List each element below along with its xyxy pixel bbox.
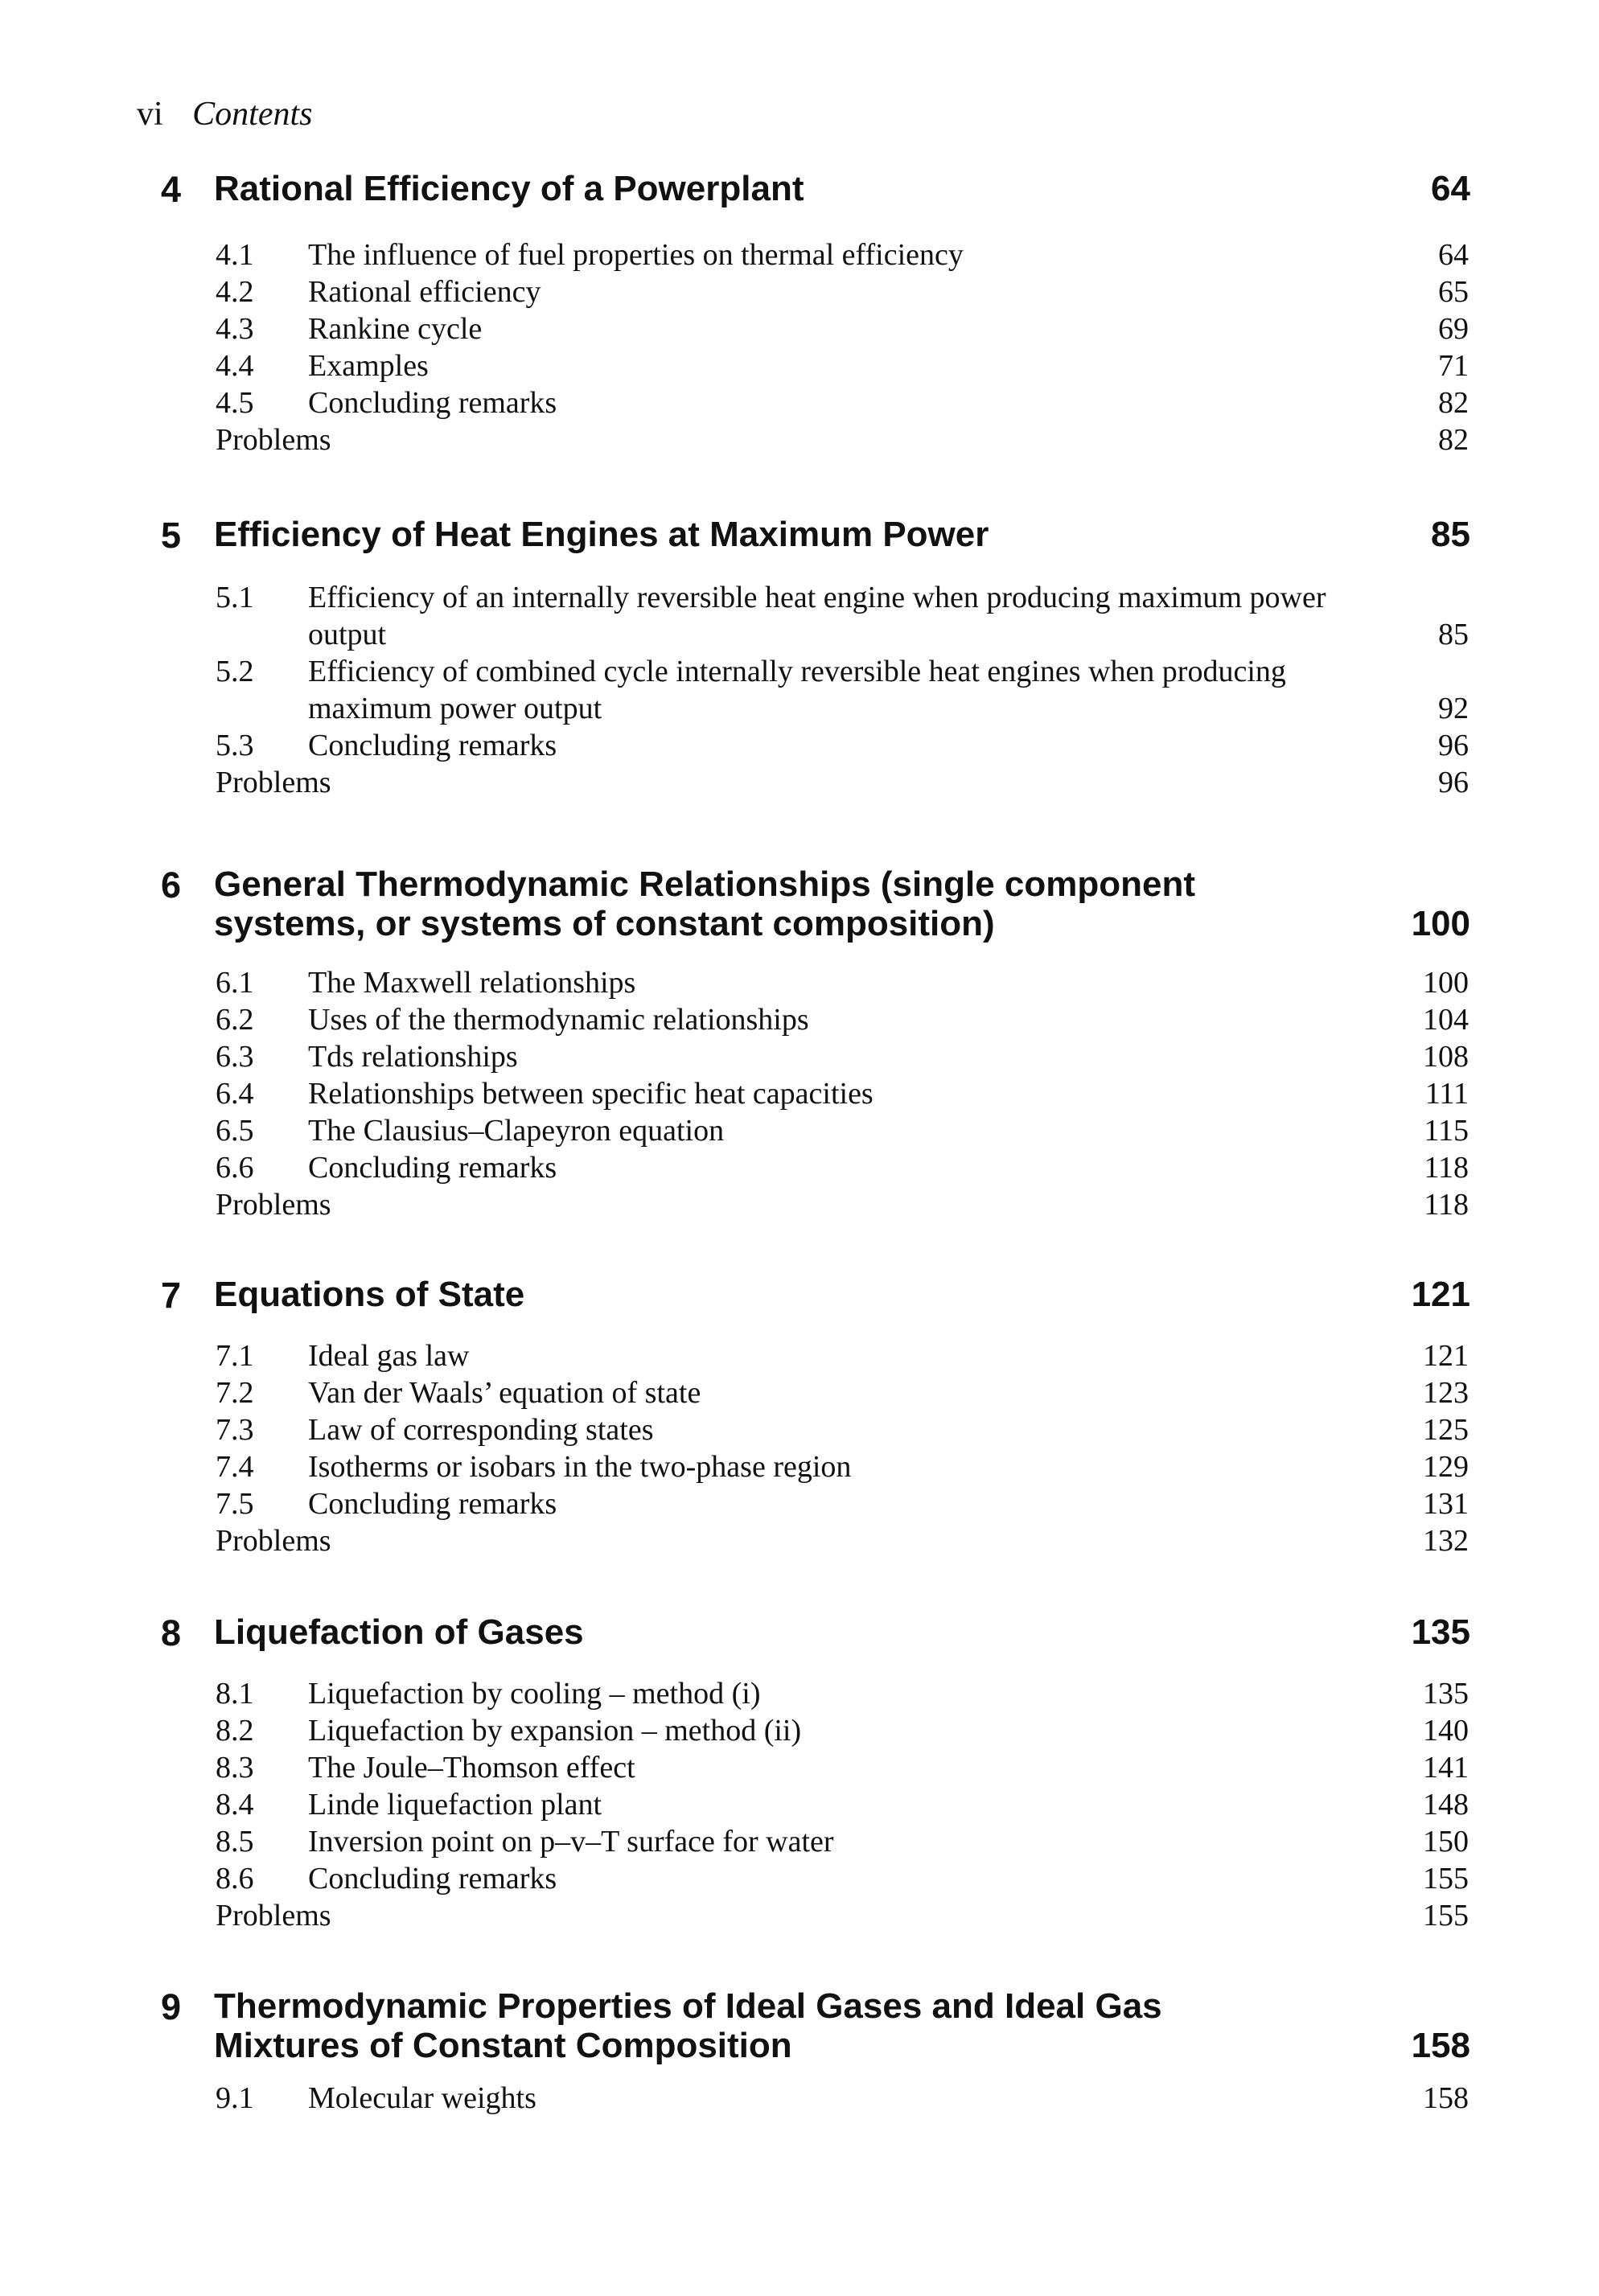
section-number: 7.3 — [216, 1413, 254, 1447]
section-list — [0, 579, 1599, 801]
section-number: 6.1 — [216, 966, 254, 1000]
section-list — [0, 236, 1599, 458]
toc-entry[interactable] — [0, 1712, 1599, 1749]
section-list — [0, 1337, 1599, 1559]
section-page: 111 — [1424, 1077, 1469, 1111]
section-number: 4.5 — [216, 386, 254, 420]
toc-entry[interactable] — [0, 384, 1599, 421]
section-number: 9.1 — [216, 2081, 254, 2115]
section-page: 85 — [1438, 618, 1469, 651]
toc-entry[interactable] — [0, 1112, 1599, 1149]
chapter-title: Equations of State — [214, 1275, 525, 1314]
chapter-title: Rational Efficiency of a Powerplant — [214, 169, 804, 208]
section-number: 7.1 — [216, 1339, 254, 1373]
running-head — [137, 95, 313, 133]
section-page: 158 — [1423, 2081, 1469, 2115]
section-number: 8.4 — [216, 1788, 254, 1822]
section-title: Problems — [216, 1899, 331, 1933]
section-number: 5.3 — [216, 729, 254, 762]
toc-entry[interactable] — [0, 1786, 1599, 1823]
section-title: Van der Waals’ equation of state — [308, 1376, 701, 1410]
chapter-title: Efficiency of Heat Engines at Maximum Power — [214, 515, 989, 554]
section-title: Examples — [308, 349, 429, 383]
section-number: 6.5 — [216, 1114, 254, 1148]
section-page: 65 — [1438, 275, 1469, 309]
section-title: The Joule–Thomson effect — [308, 1751, 635, 1785]
section-page: 140 — [1423, 1714, 1469, 1748]
toc-entry[interactable] — [0, 1374, 1599, 1411]
section-title: The influence of fuel properties on thermal efficiency — [308, 238, 964, 272]
running-title: Contents — [192, 96, 313, 133]
toc-entry[interactable] — [0, 2080, 1599, 2117]
section-list — [0, 2080, 1599, 2117]
section-number: 8.2 — [216, 1714, 254, 1748]
toc-entry-problems[interactable] — [0, 1897, 1599, 1934]
toc-entry[interactable] — [0, 653, 1599, 727]
section-list — [0, 964, 1599, 1223]
section-page: 71 — [1438, 349, 1469, 383]
toc-entry[interactable] — [0, 727, 1599, 764]
section-page: 82 — [1438, 386, 1469, 420]
section-page: 132 — [1423, 1524, 1469, 1558]
section-page: 123 — [1423, 1376, 1469, 1410]
section-number: 6.2 — [216, 1003, 254, 1037]
toc-entry[interactable] — [0, 347, 1599, 384]
section-page: 148 — [1423, 1788, 1469, 1822]
section-title: Tds relationships — [308, 1040, 518, 1074]
section-number: 7.2 — [216, 1376, 254, 1410]
section-page: 118 — [1424, 1151, 1469, 1185]
section-number: 7.4 — [216, 1450, 254, 1484]
section-number: 7.5 — [216, 1487, 254, 1521]
page-number: vi — [137, 96, 163, 133]
chapter-page: 100 — [1411, 904, 1470, 943]
section-page: 121 — [1423, 1339, 1469, 1373]
chapter-page: 121 — [1411, 1275, 1470, 1314]
chapter-page: 64 — [1431, 169, 1470, 208]
toc-entry[interactable] — [0, 1448, 1599, 1485]
section-page: 104 — [1423, 1003, 1469, 1037]
section-page: 96 — [1438, 729, 1469, 762]
section-page: 125 — [1423, 1413, 1469, 1447]
chapter-number: 8 — [161, 1612, 182, 1653]
chapter-number: 6 — [161, 865, 182, 906]
section-title: Linde liquefaction plant — [308, 1788, 602, 1822]
toc-entry[interactable] — [0, 1411, 1599, 1448]
toc-entry[interactable] — [0, 1675, 1599, 1712]
section-title: Uses of the thermodynamic relationships — [308, 1003, 809, 1037]
section-page: 129 — [1423, 1450, 1469, 1484]
toc-entry-problems[interactable] — [0, 764, 1599, 801]
section-title: Molecular weights — [308, 2081, 536, 2115]
section-number: 6.6 — [216, 1151, 254, 1185]
section-title: Rankine cycle — [308, 312, 483, 346]
section-number: 4.1 — [216, 238, 254, 272]
section-list — [0, 1675, 1599, 1934]
section-page: 108 — [1423, 1040, 1469, 1074]
section-title: Law of corresponding states — [308, 1413, 654, 1447]
section-title: The Clausius–Clapeyron equation — [308, 1114, 725, 1148]
toc-entry[interactable] — [0, 310, 1599, 347]
section-title: Concluding remarks — [308, 1487, 557, 1521]
section-title: Problems — [216, 423, 331, 457]
chapter-title: Thermodynamic Properties of Ideal Gases and Ideal Gas Mixtures of Constant Composition — [214, 1986, 1162, 2065]
section-page: 69 — [1438, 312, 1469, 346]
toc-entry-problems[interactable] — [0, 421, 1599, 458]
section-page: 155 — [1423, 1899, 1469, 1933]
toc-entry[interactable] — [0, 1001, 1599, 1038]
section-page: 155 — [1423, 1862, 1469, 1896]
section-title: Concluding remarks — [308, 1862, 557, 1896]
section-title: Liquefaction by expansion – method (ii) — [308, 1714, 802, 1748]
toc-entry-problems[interactable] — [0, 1522, 1599, 1559]
section-number: 6.4 — [216, 1077, 254, 1111]
chapter-number: 7 — [161, 1275, 182, 1316]
section-page: 82 — [1438, 423, 1469, 457]
chapter-title: General Thermodynamic Relationships (single component systems, or systems of constant composition) — [214, 865, 1196, 943]
section-title: Efficiency of an internally reversible heat engine when producing maximum power output — [308, 581, 1326, 651]
chapter-number: 4 — [161, 169, 182, 210]
section-title: Rational efficiency — [308, 275, 541, 309]
section-number: 4.3 — [216, 312, 254, 346]
chapter-page: 158 — [1411, 2026, 1470, 2065]
toc-entry[interactable] — [0, 964, 1599, 1001]
section-page: 131 — [1423, 1487, 1469, 1521]
section-number: 5.2 — [216, 655, 254, 688]
toc-entry[interactable] — [0, 1149, 1599, 1186]
chapter-title: Liquefaction of Gases — [214, 1612, 584, 1652]
section-number: 5.1 — [216, 581, 254, 614]
section-title: Efficiency of combined cycle internally reversible heat engines when producing maximum power output — [308, 655, 1286, 725]
section-title: Problems — [216, 1188, 331, 1222]
toc-entry[interactable] — [0, 273, 1599, 310]
section-title: Problems — [216, 766, 331, 799]
section-page: 96 — [1438, 766, 1469, 799]
section-title: Inversion point on p–v–T surface for water — [308, 1825, 834, 1859]
section-title: Concluding remarks — [308, 1151, 557, 1185]
toc-entry-problems[interactable] — [0, 1186, 1599, 1223]
section-number: 4.4 — [216, 349, 254, 383]
section-page: 92 — [1438, 692, 1469, 725]
section-title: The Maxwell relationships — [308, 966, 636, 1000]
toc-entry[interactable] — [0, 1038, 1599, 1075]
chapter-page: 135 — [1411, 1612, 1470, 1652]
toc-entry[interactable] — [0, 236, 1599, 273]
section-title: Isotherms or isobars in the two-phase region — [308, 1450, 852, 1484]
section-number: 8.6 — [216, 1862, 254, 1896]
toc-entry[interactable] — [0, 579, 1599, 653]
toc-entry[interactable] — [0, 1860, 1599, 1897]
toc-entry[interactable] — [0, 1337, 1599, 1374]
section-number: 8.1 — [216, 1677, 254, 1711]
section-title: Liquefaction by cooling – method (i) — [308, 1677, 761, 1711]
section-page: 118 — [1424, 1188, 1469, 1222]
section-title: Problems — [216, 1524, 331, 1558]
toc-entry[interactable] — [0, 1749, 1599, 1786]
section-title: Concluding remarks — [308, 386, 557, 420]
section-page: 64 — [1438, 238, 1469, 272]
section-page: 135 — [1423, 1677, 1469, 1711]
section-title: Relationships between specific heat capacities — [308, 1077, 873, 1111]
section-page: 150 — [1423, 1825, 1469, 1859]
chapter-number: 9 — [161, 1986, 182, 2027]
toc-entry[interactable] — [0, 1823, 1599, 1860]
section-title: Concluding remarks — [308, 729, 557, 762]
toc-entry[interactable] — [0, 1485, 1599, 1522]
section-number: 4.2 — [216, 275, 254, 309]
chapter-number: 5 — [161, 515, 182, 556]
section-number: 8.3 — [216, 1751, 254, 1785]
section-title: Ideal gas law — [308, 1339, 470, 1373]
toc-entry[interactable] — [0, 1075, 1599, 1112]
section-number: 8.5 — [216, 1825, 254, 1859]
chapter-page: 85 — [1431, 515, 1470, 554]
section-number: 6.3 — [216, 1040, 254, 1074]
section-page: 141 — [1423, 1751, 1469, 1785]
section-page: 100 — [1423, 966, 1469, 1000]
section-page: 115 — [1424, 1114, 1469, 1148]
